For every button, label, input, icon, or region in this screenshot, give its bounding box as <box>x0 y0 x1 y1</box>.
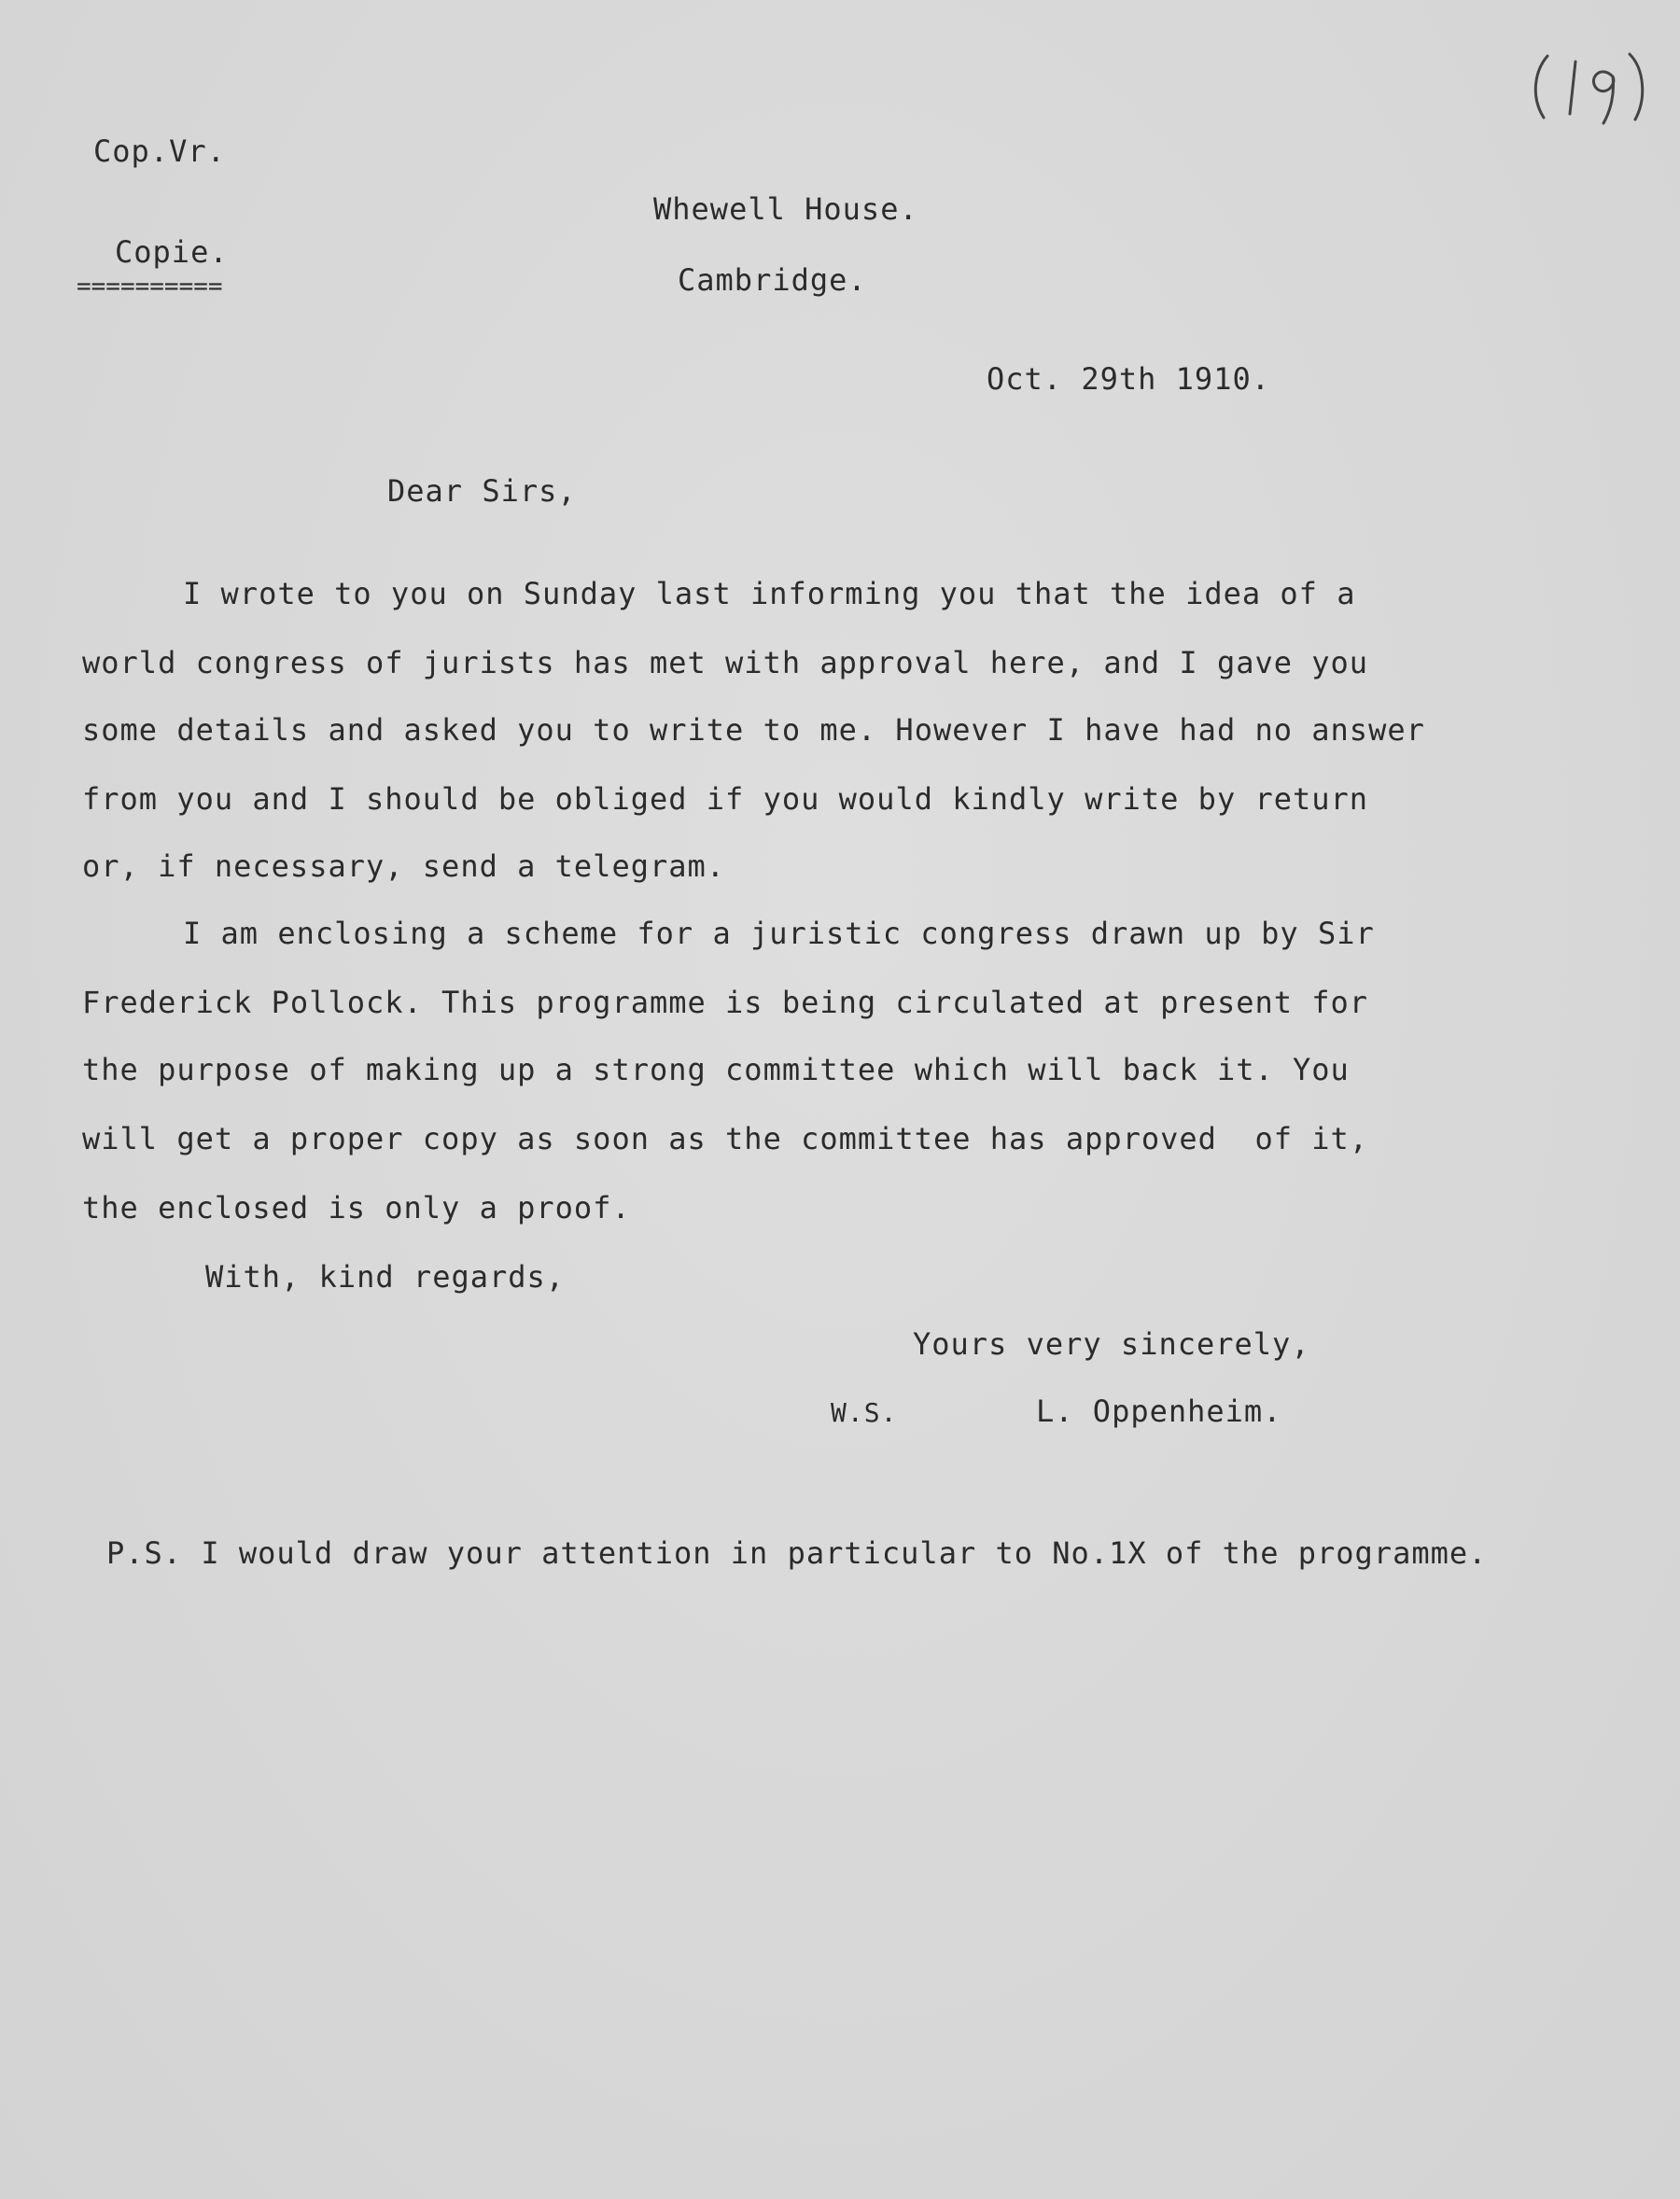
copy-label: Copie. <box>115 234 229 270</box>
salutation: Dear Sirs, <box>387 473 577 509</box>
address-line-1: Whewell House. <box>653 191 918 227</box>
postscript: P.S. I would draw your attention in particular to No.1X of the programme. <box>106 1535 1488 1571</box>
body-line: Frederick Pollock. This programme is being circulated at present for <box>82 985 1369 1020</box>
body-line: will get a proper copy as soon as the committee has approved of it, <box>82 1121 1369 1156</box>
closing-line: Yours very sincerely, <box>913 1326 1310 1362</box>
body-line: the enclosed is only a proof. <box>82 1190 631 1226</box>
body-line: I am enclosing a scheme for a juristic congress drawn up by Sir <box>183 916 1375 951</box>
body-line: some details and asked you to write to me. However I have had no answer <box>82 712 1425 748</box>
address-line-2: Cambridge. <box>678 262 867 298</box>
copy-underline: ========== <box>77 273 223 301</box>
body-line: I wrote to you on Sunday last informing you that the idea of a <box>183 576 1356 611</box>
regards-line: With, kind regards, <box>205 1259 566 1295</box>
letter-date: Oct. 29th 1910. <box>987 361 1270 397</box>
body-line: or, if necessary, send a telegram. <box>82 848 726 884</box>
signature-name: L. Oppenheim. <box>1036 1394 1282 1429</box>
body-line: from you and I should be obliged if you would kindly write by return <box>82 781 1369 817</box>
body-line: the purpose of making up a strong committee which will back it. You <box>82 1052 1350 1087</box>
typist-initials: W.S. <box>831 1397 898 1428</box>
body-line: world congress of jurists has met with approval here, and I gave you <box>82 645 1369 680</box>
reference-mark: Cop.Vr. <box>93 133 226 169</box>
archive-number-handwritten <box>1521 39 1659 133</box>
